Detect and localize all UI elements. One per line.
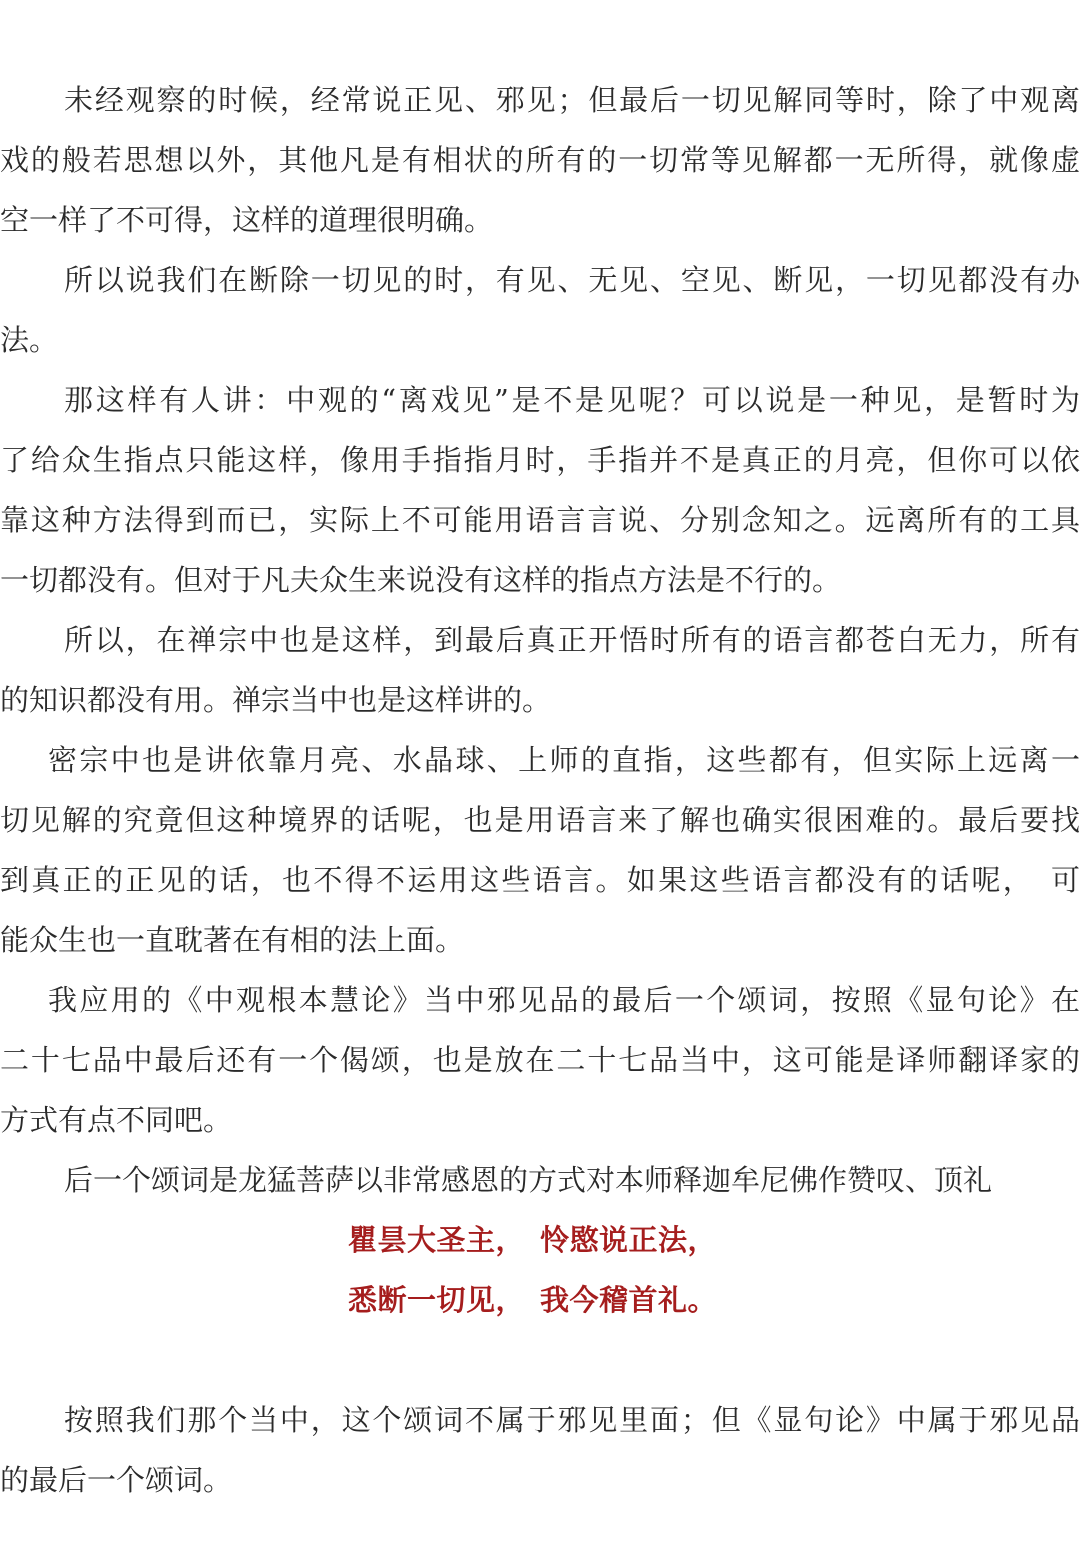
paragraph-line: 所以，在禅宗中也是这样，到最后真正开悟时所有的语言都苍白无力，所有 (64, 623, 1080, 657)
paragraph-line: 戏的般若思想以外，其他凡是有相状的所有的一切常等见解都一无所得，就像虚 (0, 143, 1080, 177)
paragraph-6 (0, 970, 1080, 1150)
paragraph-4 (0, 610, 1080, 730)
paragraph-line: 到真正的正见的话，也不得不运用这些语言。如果这些语言都没有的话呢， 可 (0, 863, 1080, 897)
verse-line: 瞿昙大圣主， 怜愍说正法， (348, 1223, 718, 1257)
verse-line: 悉断一切见， 我今稽首礼。 (348, 1283, 718, 1317)
paragraph-line: 按照我们那个当中，这个颂词不属于邪见里面；但《显句论》中属于邪见品 (64, 1403, 1080, 1437)
paragraph-3 (0, 370, 1080, 610)
paragraph-line: 那这样有人讲：中观的“离戏见”是不是见呢？可以说是一种见，是暂时为 (64, 383, 1080, 417)
paragraph-line: 一切都没有。但对于凡夫众生来说没有这样的指点方法是不行的。 (0, 563, 842, 597)
verse-block (0, 1210, 1080, 1330)
blank-line (0, 1330, 1080, 1390)
paragraph-line: 我应用的《中观根本慧论》当中邪见品的最后一个颂词，按照《显句论》在 (48, 983, 1080, 1017)
paragraph-line: 二十七品中最后还有一个偈颂，也是放在二十七品当中，这可能是译师翻译家的 (0, 1043, 1080, 1077)
paragraph-1 (0, 70, 1080, 250)
paragraph-line: 空一样了不可得，这样的道理很明确。 (0, 203, 494, 237)
paragraph-line: 了给众生指点只能这样，像用手指指月时，手指并不是真正的月亮，但你可以依 (0, 443, 1080, 477)
paragraph-line: 的最后一个颂词。 (0, 1463, 233, 1497)
paragraph-line: 法。 (0, 323, 59, 357)
closing-paragraph (0, 1390, 1080, 1510)
paragraph-line: 所以说我们在断除一切见的时，有见、无见、空见、断见，一切见都没有办 (64, 263, 1080, 297)
paragraph-line: 方式有点不同吧。 (0, 1103, 233, 1137)
document-page (0, 70, 1080, 1510)
paragraph-line: 靠这种方法得到而已，实际上不可能用语言言说、分别念知之。远离所有的工具 (0, 503, 1080, 537)
paragraph-line: 的知识都没有用。禅宗当中也是这样讲的。 (0, 683, 552, 717)
paragraph-7 (0, 1150, 1080, 1210)
paragraph-5 (0, 730, 1080, 970)
paragraph-line: 未经观察的时候，经常说正见、邪见；但最后一切见解同等时，除了中观离 (64, 83, 1080, 117)
paragraph-2 (0, 250, 1080, 370)
paragraph-line: 后一个颂词是龙猛菩萨以非常感恩的方式对本师释迦牟尼佛作赞叹、顶礼 (64, 1163, 993, 1197)
paragraph-line: 密宗中也是讲依靠月亮、水晶球、上师的直指，这些都有，但实际上远离一 (48, 743, 1080, 777)
paragraph-line: 切见解的究竟但这种境界的话呢，也是用语言来了解也确实很困难的。最后要找 (0, 803, 1080, 837)
paragraph-line: 能众生也一直耽著在有相的法上面。 (0, 923, 465, 957)
